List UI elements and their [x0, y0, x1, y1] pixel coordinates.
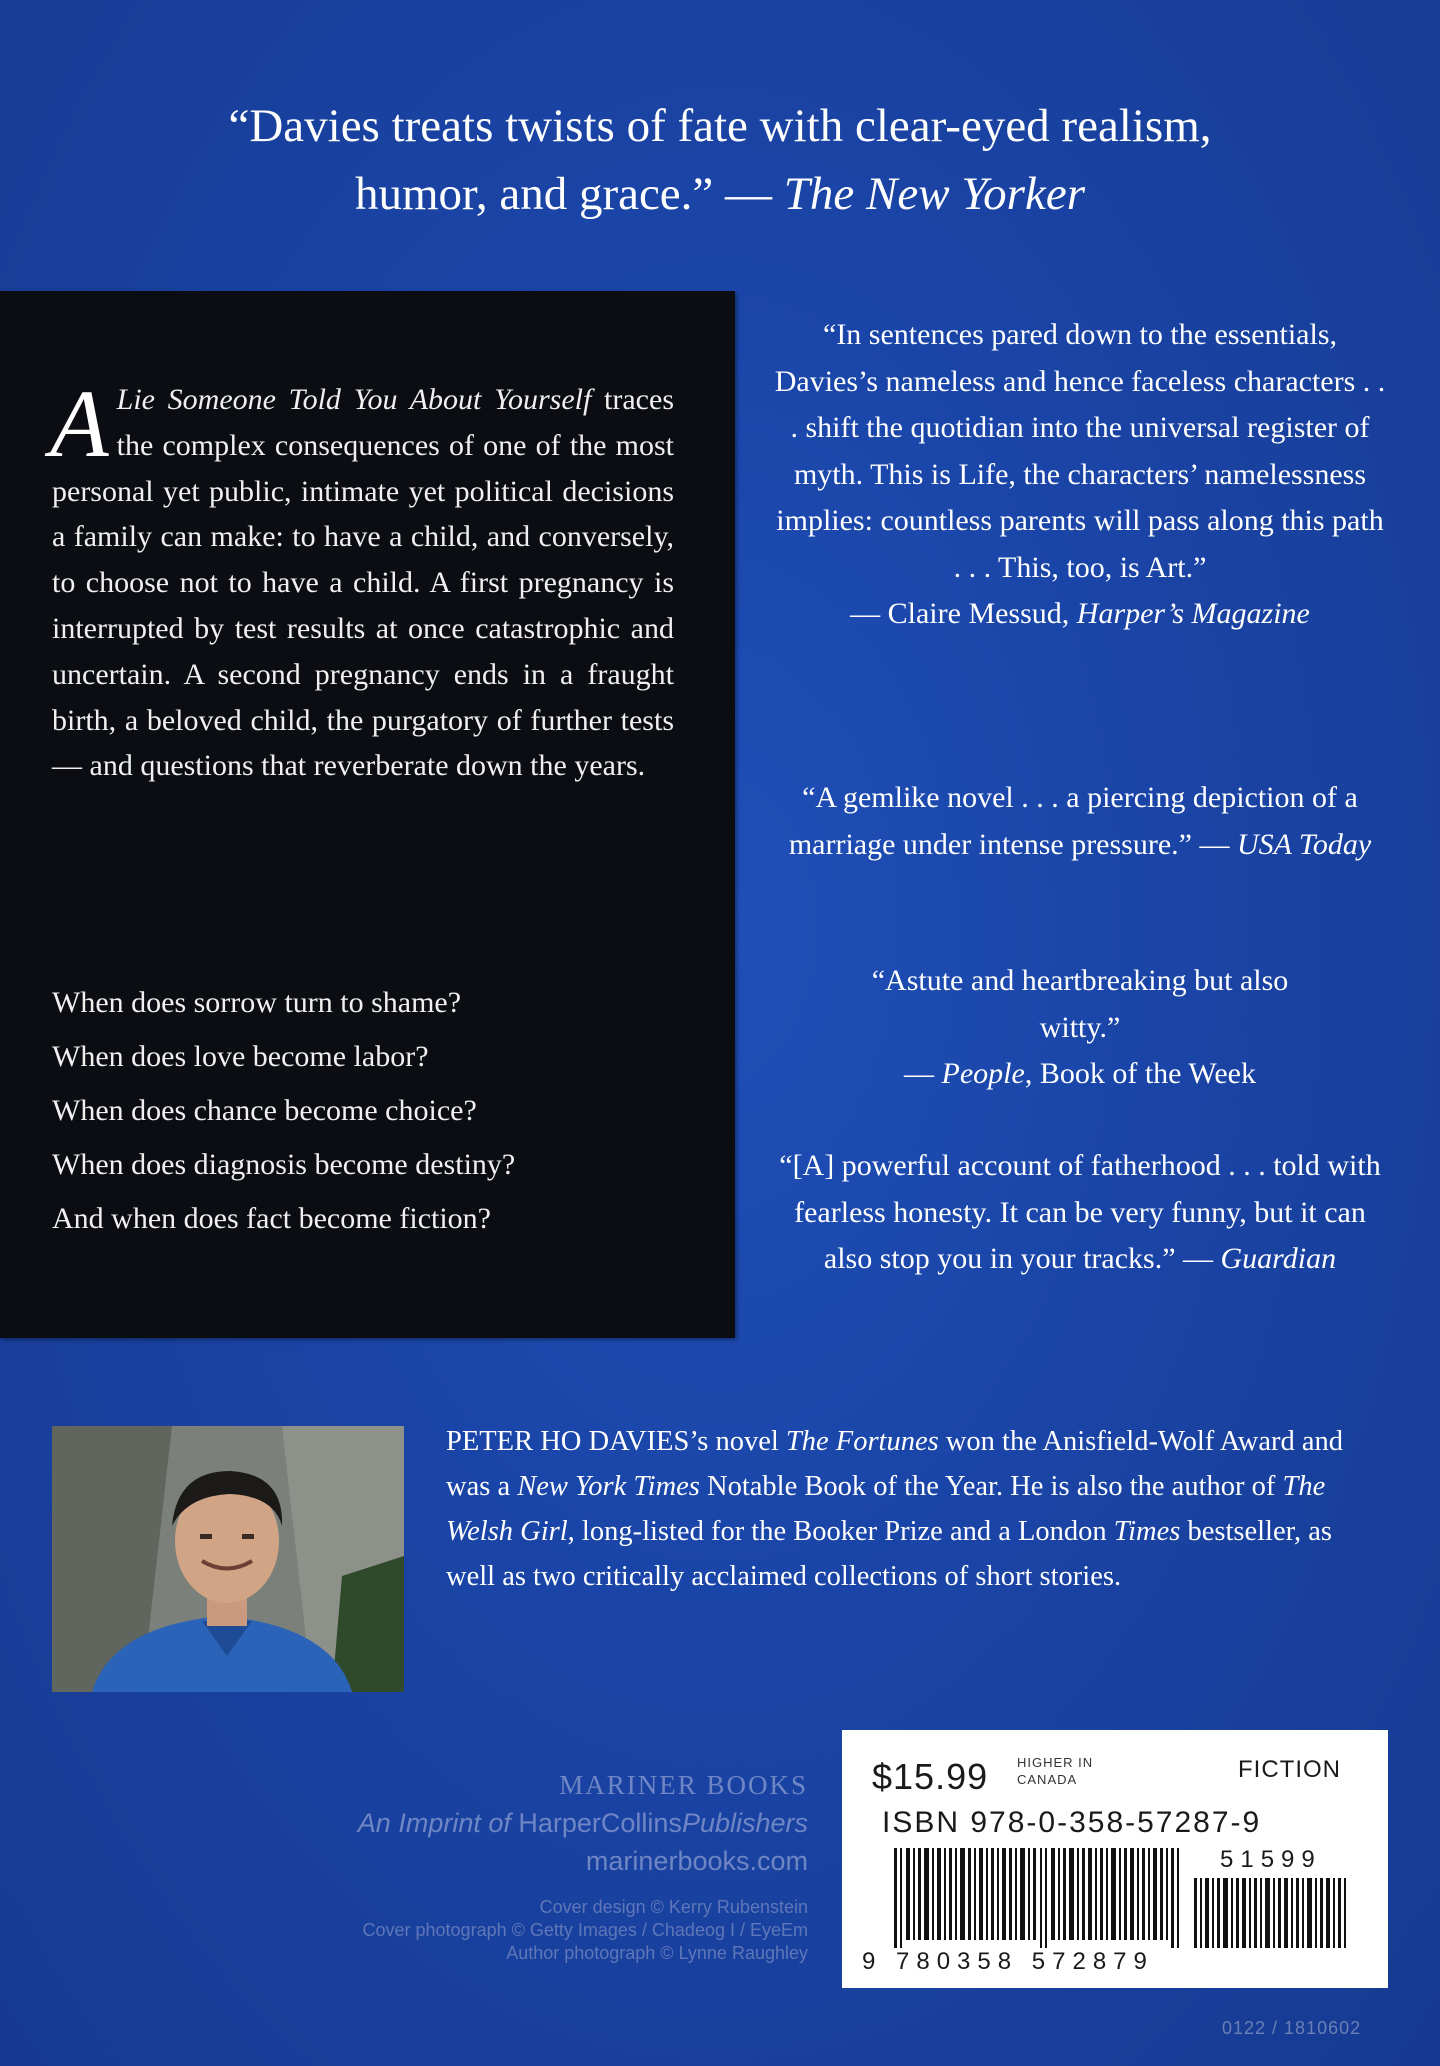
- question-item: When does sorrow turn to shame?: [52, 986, 462, 1019]
- review-messud: [770, 312, 1390, 638]
- review-attribution: — Claire Messud, Harper’s Magazine: [850, 597, 1310, 630]
- author-photo: [52, 1426, 404, 1692]
- synopsis-box: [0, 291, 735, 1338]
- top-quote-line-1: “Davies treats twists of fate with clear-eyed realism,: [228, 100, 1212, 152]
- barcode-addon-digits: 51599: [1220, 1846, 1322, 1873]
- review-attribution: — People, Book of the Week: [904, 1057, 1256, 1090]
- review-quote: “[A] powerful account of fatherhood . . . told with fearless honesty. It can be very funny, but it can also stop you in your tracks.” — Guardian: [779, 1149, 1381, 1275]
- review-people: [860, 958, 1300, 1098]
- barcode-digits: 9 780358 572879: [862, 1948, 1154, 1975]
- price-barcode-label: [842, 1730, 1388, 1988]
- price-note: HIGHER IN CANADA: [1017, 1755, 1094, 1787]
- credit-line: Author photograph © Lynne Raughley: [506, 1943, 808, 1963]
- top-review-quote: [100, 92, 1340, 228]
- top-quote-line-2: humor, and grace.” — The New Yorker: [355, 168, 1085, 220]
- review-quote: “In sentences pared down to the essentials, Davies’s nameless and hence faceless characters . . . shift the quotidian into the universal register of myth. This is Life, the characters’ namelessness implies: countless parents will pass along this path . . . This, too, is Art.”: [774, 318, 1386, 584]
- publisher-imprint: An Imprint of HarperCollinsPublishers: [357, 1808, 808, 1838]
- question-item: When does love become labor?: [52, 1040, 429, 1073]
- credit-line: Cover photograph © Getty Images / Chadeog I / EyeEm: [362, 1920, 808, 1940]
- drop-cap: A: [50, 370, 109, 477]
- review-quote: “Astute and heartbreaking but also witty.”: [871, 964, 1289, 1044]
- question-item: And when does fact become fiction?: [52, 1202, 491, 1235]
- author-portrait-illustration: [52, 1426, 404, 1692]
- questions-list: [52, 976, 692, 1246]
- question-item: When does chance become choice?: [52, 1094, 477, 1127]
- book-title: Lie Someone Told You About Yourself: [116, 383, 592, 416]
- synopsis-body: traces the complex consequences of one of the most personal yet public, intimate yet political decisions a family can make: to have a child, and conversely, to choose not to have a child. A first pregnancy is interrupted by test results at once catastrophic and uncertain. A second pregnancy ends in a fraught birth, a beloved child, the purgatory of further tests — and questions that reverberate down the years.: [52, 383, 674, 783]
- credit-line: Cover design © Kerry Rubenstein: [539, 1897, 808, 1917]
- price: $15.99: [872, 1756, 989, 1797]
- review-quote: “A gemlike novel . . . a piercing depiction of a marriage under intense pressure.” — USA Today: [788, 781, 1372, 861]
- publisher-name: MARINER BOOKS: [559, 1770, 808, 1800]
- photo-credits: [150, 1896, 808, 1965]
- genre-label: FICTION: [1238, 1756, 1341, 1783]
- publisher-info: [150, 1766, 808, 1965]
- question-item: When does diagnosis become destiny?: [52, 1148, 516, 1181]
- review-usa-today: [770, 775, 1390, 868]
- publisher-url: marinerbooks.com: [585, 1846, 808, 1876]
- top-quote-source: The New Yorker: [783, 168, 1085, 220]
- print-code: 0122 / 1810602: [1222, 2018, 1362, 2038]
- synopsis-paragraph: [50, 370, 674, 789]
- review-guardian: [770, 1143, 1390, 1283]
- author-bio: PETER HO DAVIES’s novel The Fortunes won the Anisfield-Wolf Award and was a New York Times Notable Book of the Year. He is also the author of The Welsh Girl, long-listed for the Booker Prize and a London Times bestseller, as well as two critically acclaimed collections of short stories.: [446, 1426, 1344, 1592]
- isbn: ISBN 978-0-358-57287-9: [882, 1806, 1262, 1839]
